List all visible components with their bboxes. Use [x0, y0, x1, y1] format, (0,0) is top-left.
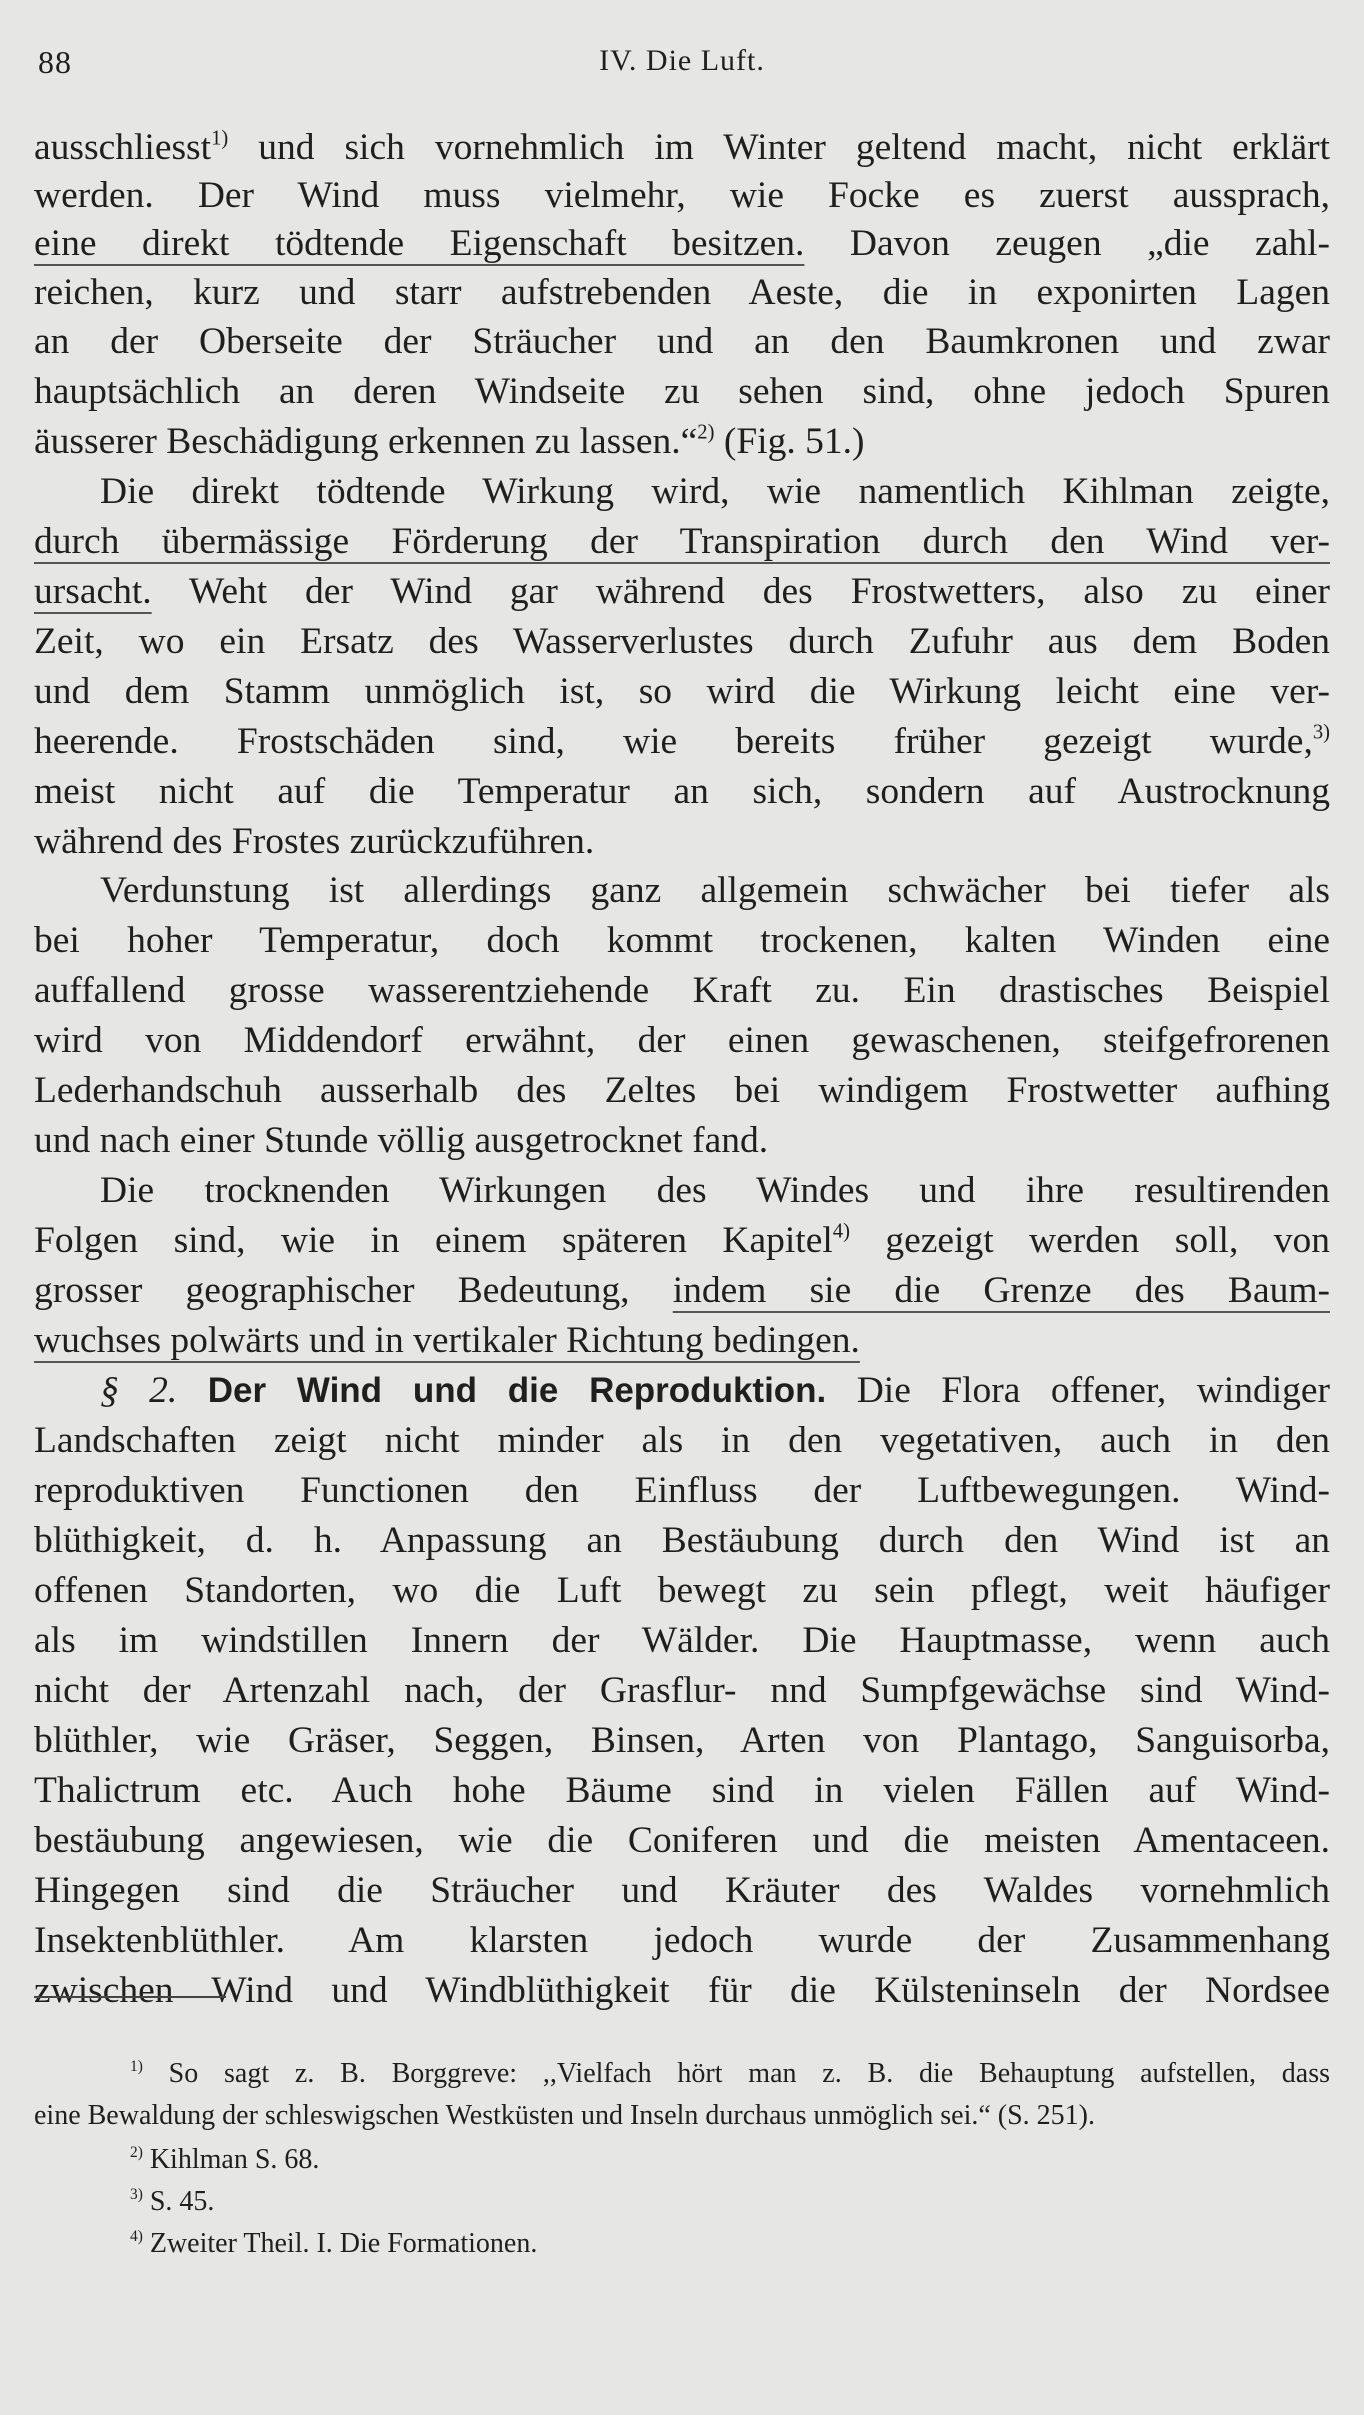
text-line: eine direkt tödtende Eigenschaft besitzen. Davon zeugen „die zahl- [34, 223, 1330, 264]
footnote-2: $^{2)}$ Kihlman S. 68. [130, 2144, 320, 2175]
text-line: äusserer Beschädigung erkennen zu lassen.“$^{2)}$ (Fig. 51.) [34, 421, 865, 462]
footnote-ref[interactable]: 1) [211, 127, 229, 150]
text-line: heerende. Frostschäden sind, wie bereits früher gezeigt wurde,$^{3)}$ [34, 721, 1330, 762]
footnote-marker: 3) [130, 2186, 143, 2204]
text-line: als im windstillen Innern der Wälder. Die Hauptmasse, wenn auch [34, 1620, 1330, 1661]
running-title: IV. Die Luft. [599, 44, 765, 77]
text-line: offenen Standorten, wo die Luft bewegt zu sein pflegt, weit häufiger [34, 1570, 1330, 1611]
text-line: zwischen Wind und Windblüthigkeit für die Külsteninseln der Nordsee [34, 1970, 1330, 2011]
text-line: werden. Der Wind muss vielmehr, wie Focke es zuerst aussprach, [34, 175, 1330, 216]
footnote-marker: 1) [130, 2058, 143, 2076]
text-line: Folgen sind, wie in einem späteren Kapitel$^{4)}$ gezeigt werden soll, von [34, 1220, 1331, 1261]
underlined-passage: wuchses polwärts und in vertikaler Richtung bedingen. [34, 1320, 860, 1361]
text-line: Landschaften zeigt nicht minder als in den vegetativen, auch in den [34, 1420, 1330, 1461]
text-line: ausschliesst$^{1)}$ und sich vornehmlich im Winter geltend macht, nicht erklärt [34, 127, 1330, 168]
footnote-marker: 4) [130, 2228, 143, 2246]
footnote-divider [34, 1996, 226, 1998]
text-line: Zeit, wo ein Ersatz des Wasserverlustes durch Zufuhr aus dem Boden [34, 621, 1330, 662]
footnote-4: $^{4)}$ Zweiter Theil. I. Die Formationen. [130, 2228, 538, 2259]
footnote-ref[interactable]: 2) [697, 421, 715, 444]
text-line: ursacht. Weht der Wind gar während des Frostwetters, also zu einer [34, 571, 1330, 612]
text-line: während des Frostes zurückzuführen. [34, 821, 595, 862]
text-line: Die trocknenden Wirkungen des Windes und ihre resultirenden [100, 1170, 1330, 1211]
underlined-passage: eine direkt tödtende Eigenschaft besitzen. [34, 223, 805, 264]
footnote-1-continued: eine Bewaldung der schleswigschen Westküsten und Inseln durchaus unmöglich sei.“ (S. 251). [34, 2100, 1096, 2131]
text-line: blüthler, wie Gräser, Seggen, Binsen, Arten von Plantago, Sanguisorba, [34, 1720, 1330, 1761]
underlined-passage: durch übermässige Förderung der Transpiration durch den Wind ver- [34, 521, 1330, 562]
text-line: an der Oberseite der Sträucher und an den Baumkronen und zwar [34, 321, 1330, 362]
footnote-marker: 2) [130, 2144, 143, 2162]
text-line: Lederhandschuh ausserhalb des Zeltes bei windigem Frostwetter aufhing [34, 1070, 1330, 1111]
text-line: blüthigkeit, d. h. Anpassung an Bestäubung durch den Wind ist an [34, 1520, 1330, 1561]
footnote-3: $^{3)}$ S. 45. [130, 2186, 215, 2217]
page-number: 88 [38, 44, 72, 80]
text-line: reproduktiven Functionen den Einfluss der Luftbewegungen. Wind- [34, 1470, 1330, 1511]
section-number: § 2. [100, 1370, 178, 1411]
underlined-passage: ursacht. [34, 571, 152, 612]
text-line: wird von Middendorf erwähnt, der einen gewaschenen, steifgefrorenen [34, 1020, 1330, 1061]
text-line: bei hoher Temperatur, doch kommt trockenen, kalten Winden eine [34, 920, 1330, 961]
text-line: Insektenblüthler. Am klarsten jedoch wurde der Zusammenhang [34, 1920, 1330, 1961]
text-line [34, 520, 1330, 563]
text-line: Thalictrum etc. Auch hohe Bäume sind in vielen Fällen auf Wind- [34, 1770, 1330, 1811]
underlined-passage: indem sie die Grenze des Baum- [672, 1270, 1330, 1311]
footnote-1: $^{1)}$ So sagt z. B. Borggreve: ,,Vielfach hört man z. B. die Behauptung aufstellen, dass [130, 2058, 1330, 2089]
text-line: hauptsächlich an deren Windseite zu sehen sind, ohne jedoch Spuren [34, 371, 1330, 412]
text-line: Hingegen sind die Sträucher und Kräuter des Waldes vornehmlich [34, 1870, 1330, 1911]
section-heading-line: § 2. Der Wind und die Reproduktion. Die Flora offener, windiger [100, 1370, 1330, 1411]
section-heading: Der Wind und die Reproduktion. [207, 1371, 827, 1410]
text-line [34, 1319, 1330, 1362]
text-line: Verdunstung ist allerdings ganz allgemein schwächer bei tiefer als [100, 870, 1330, 911]
text-line: Die direkt tödtende Wirkung wird, wie namentlich Kihlman zeigte, [100, 471, 1330, 512]
text-line: nicht der Artenzahl nach, der Grasflur- nnd Sumpfgewächse sind Wind- [34, 1670, 1330, 1711]
footnote-ref[interactable]: 4) [832, 1220, 850, 1243]
text-line: und nach einer Stunde völlig ausgetrocknet fand. [34, 1120, 769, 1161]
text-line: meist nicht auf die Temperatur an sich, sondern auf Austrocknung [34, 771, 1330, 812]
text-line: reichen, kurz und starr aufstrebenden Aeste, die in exponirten Lagen [34, 272, 1330, 313]
text-line: grosser geographischer Bedeutung, indem sie die Grenze des Baum- [34, 1270, 1330, 1311]
text-line: und dem Stamm unmöglich ist, so wird die Wirkung leicht eine ver- [34, 671, 1330, 712]
footnote-ref[interactable]: 3) [1312, 721, 1330, 744]
text-line: bestäubung angewiesen, wie die Coniferen und die meisten Amentaceen. [34, 1820, 1330, 1861]
text-line: auffallend grosse wasserentziehende Kraft zu. Ein drastisches Beispiel [34, 970, 1330, 1011]
